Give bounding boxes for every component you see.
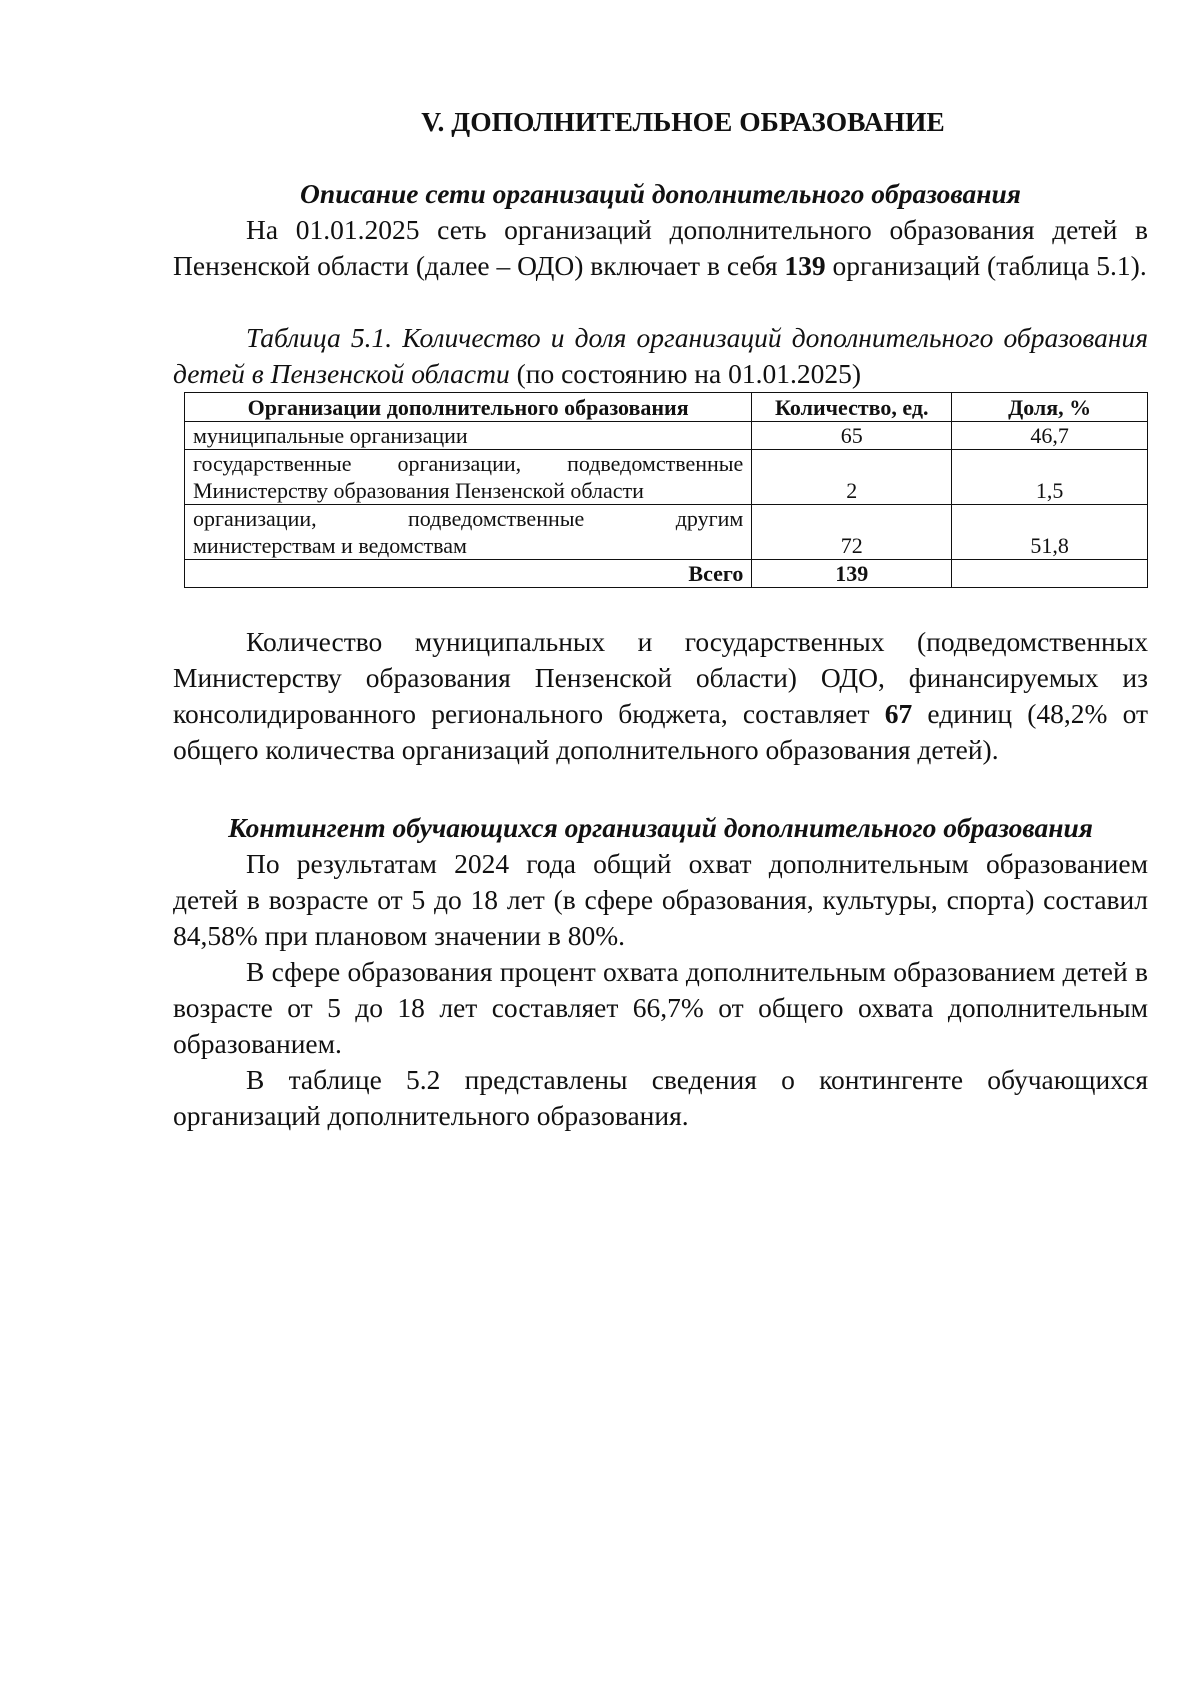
table-header-row	[185, 393, 1148, 422]
row-count: 72	[752, 505, 952, 560]
table-row	[185, 422, 1148, 450]
paragraph-text: На 01.01.2025 сеть организаций дополнительного образования детей в Пензенской области (далее – ОДО) включает в себя	[173, 214, 1148, 281]
paragraph-financing	[173, 624, 1148, 768]
table-row	[185, 450, 1148, 505]
table-caption	[173, 320, 1148, 392]
paragraph-coverage-2024: По результатам 2024 года общий охват дополнительным образованием детей в возрасте от 5 до 18 лет (в сфере образования, культуры, спорта) составил 84,58% при плановом значении в 80%.	[173, 848, 1148, 951]
row-share: 46,7	[952, 422, 1148, 450]
section-title-contingent: Контингент обучающихся организаций дополнительного образования	[228, 812, 1093, 843]
table-row	[185, 505, 1148, 560]
spacer	[173, 588, 1148, 624]
table-total-row	[185, 560, 1148, 588]
paragraph-network-intro	[173, 212, 1148, 284]
spacer	[173, 768, 1148, 810]
financed-count: 67	[884, 698, 913, 729]
total-label: Всего	[185, 560, 752, 588]
header-share: Доля, %	[952, 393, 1148, 422]
row-share: 51,8	[952, 505, 1148, 560]
header-organizations: Организации дополнительного образования	[185, 393, 752, 422]
header-count: Количество, ед.	[752, 393, 952, 422]
row-name: муниципальные организации	[185, 422, 752, 450]
chapter-title: V. ДОПОЛНИТЕЛЬНОЕ ОБРАЗОВАНИЕ	[421, 106, 945, 137]
row-name	[185, 505, 752, 560]
page-content	[173, 104, 1148, 1134]
paragraph-text: Количество муниципальных и государственных (подведомственных Министерству образования Пензенской области) ОДО, финансируемых из консолидированного регионального бюджета, составляет	[173, 626, 1148, 729]
table-5-1	[184, 392, 1148, 588]
row-name-line: государственные организации, подведомственные	[193, 451, 744, 476]
row-name	[185, 450, 752, 505]
section-title-network: Описание сети организаций дополнительного образования	[300, 178, 1021, 209]
table-caption-date: (по состоянию на 01.01.2025)	[509, 358, 862, 389]
paragraph-text: единиц (48,2% от общего количества организаций дополнительного образования детей).	[173, 698, 1148, 765]
row-count: 65	[752, 422, 952, 450]
total-share	[952, 560, 1148, 588]
paragraph-table-5-2-ref: В таблице 5.2 представлены сведения о контингенте обучающихся организаций дополнительного образования.	[173, 1064, 1148, 1131]
row-share: 1,5	[952, 450, 1148, 505]
table-caption-title: Таблица 5.1. Количество и доля организаций дополнительного образования детей в Пензенской области	[173, 322, 1148, 389]
row-count: 2	[752, 450, 952, 505]
row-name-line: министерствам и ведомствам	[193, 533, 467, 558]
paragraph-coverage-education: В сфере образования процент охвата дополнительным образованием детей в возрасте от 5 до 18 лет составляет 66,7% от общего охвата дополнительным образованием.	[173, 956, 1148, 1059]
row-name-line: организации, подведомственные другим	[193, 506, 744, 531]
row-name-line: Министерству образования Пензенской области	[193, 478, 644, 503]
organizations-count: 139	[784, 250, 826, 281]
paragraph-text: организаций (таблица 5.1).	[825, 250, 1147, 281]
total-count: 139	[752, 560, 952, 588]
